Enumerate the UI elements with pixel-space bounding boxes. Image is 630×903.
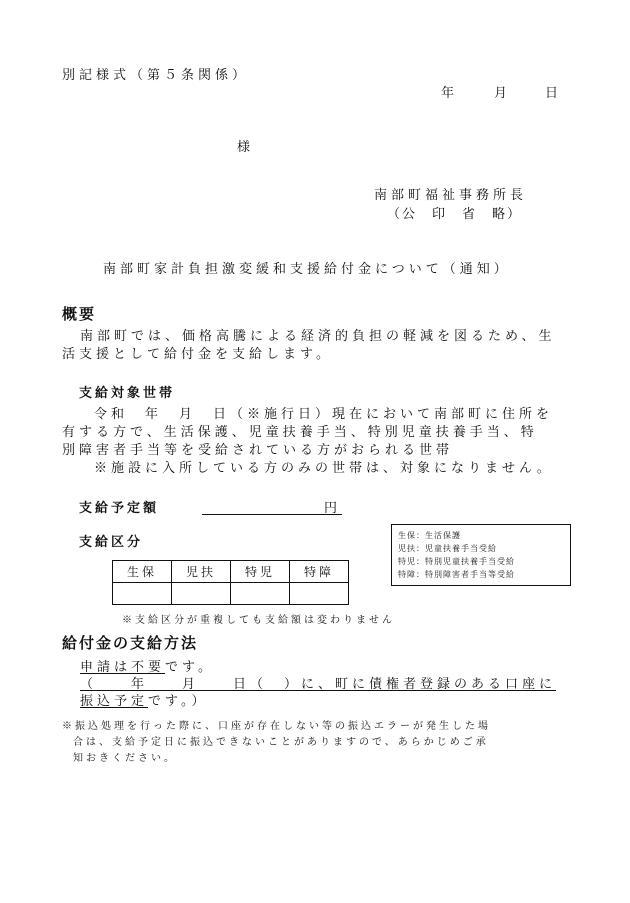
legend-item-tokusho: 特障：特別障害者手当等受給 — [398, 570, 515, 579]
target-line-1: 令和 年 月 日（※施行日）現在において南部町に住所を — [94, 407, 554, 422]
sender-seal: （公 印 省 略） — [387, 207, 523, 222]
category-cell-tokusho — [290, 583, 349, 605]
target-note: ※施設に入所している方のみの世帯は、対象になりません。 — [94, 461, 554, 476]
method-line-2: （ 年 月 日（ ）に、町に債権者登録のある口座に — [80, 677, 557, 692]
method-heading: 給付金の支給方法 — [62, 634, 199, 652]
addressee-honorific: 様 — [237, 140, 251, 155]
category-cell-jifu — [172, 583, 231, 605]
legend-item-jifu: 児扶：児童扶養手当受給 — [398, 544, 497, 553]
no-application-text: 申請は不要 — [80, 660, 166, 675]
legend-item-seiho: 生保：生活保護 — [398, 531, 461, 540]
category-mark-row — [113, 583, 349, 605]
amount-underline — [202, 514, 342, 515]
footnote-line-2: 合は、支給予定日に振込できないことがありますので、あらかじめご承 — [73, 737, 489, 748]
category-cell-seiho — [113, 583, 172, 605]
overview-heading: 概要 — [62, 305, 97, 323]
category-header-row — [113, 561, 349, 583]
category-heading: 支給区分 — [79, 535, 144, 550]
category-column-jifu: 児扶 — [172, 561, 231, 583]
target-heading: 支給対象世帯 — [79, 386, 176, 401]
method-line-3 — [80, 690, 208, 709]
category-column-tokuji: 特児 — [231, 561, 290, 583]
category-legend — [391, 524, 571, 586]
target-line-2: 有する方で、生活保護、児童扶養手当、特別児童扶養手当、特 — [62, 425, 538, 440]
footnote-line-3: 知おきください。 — [73, 753, 177, 764]
footnote-line-1: ※振込処理を行った際に、口座が存在しない等の振込エラーが発生した場 — [62, 721, 491, 732]
amount-heading: 支給予定額 — [79, 501, 160, 516]
form-label: 別記様式（第５条関係） — [62, 68, 250, 83]
date-year-label: 年 — [441, 86, 455, 101]
method-line-1-suffix: です。 — [165, 660, 215, 675]
target-line-3: 別障害者手当等を受給されている方がおられる世帯 — [62, 443, 454, 458]
document-title: 南部町家計負担激変緩和支援給付金について（通知） — [103, 262, 511, 277]
category-table — [112, 560, 349, 605]
amount-unit: 円 — [324, 501, 338, 516]
method-line-3-suffix: です。） — [148, 694, 209, 709]
category-cell-tokuji — [231, 583, 290, 605]
overview-line-2: 活支援として給付金を支給します。 — [62, 347, 333, 362]
sender-name: 南部町福祉事務所長 — [374, 188, 528, 203]
legend-item-tokuji: 特児：特別児童扶養手当受給 — [398, 557, 515, 566]
category-column-tokusho: 特障 — [290, 561, 349, 583]
overview-line-1: 南部町では、価格高騰による経済的負担の軽減を図るため、生 — [80, 329, 556, 344]
scheduled-transfer-text: 振込予定 — [80, 694, 149, 709]
date-month-label: 月 — [494, 86, 508, 101]
date-day-label: 日 — [545, 86, 559, 101]
category-note: ※支給区分が重複しても支給額は変わりません — [122, 615, 395, 626]
category-column-seiho: 生保 — [113, 561, 172, 583]
